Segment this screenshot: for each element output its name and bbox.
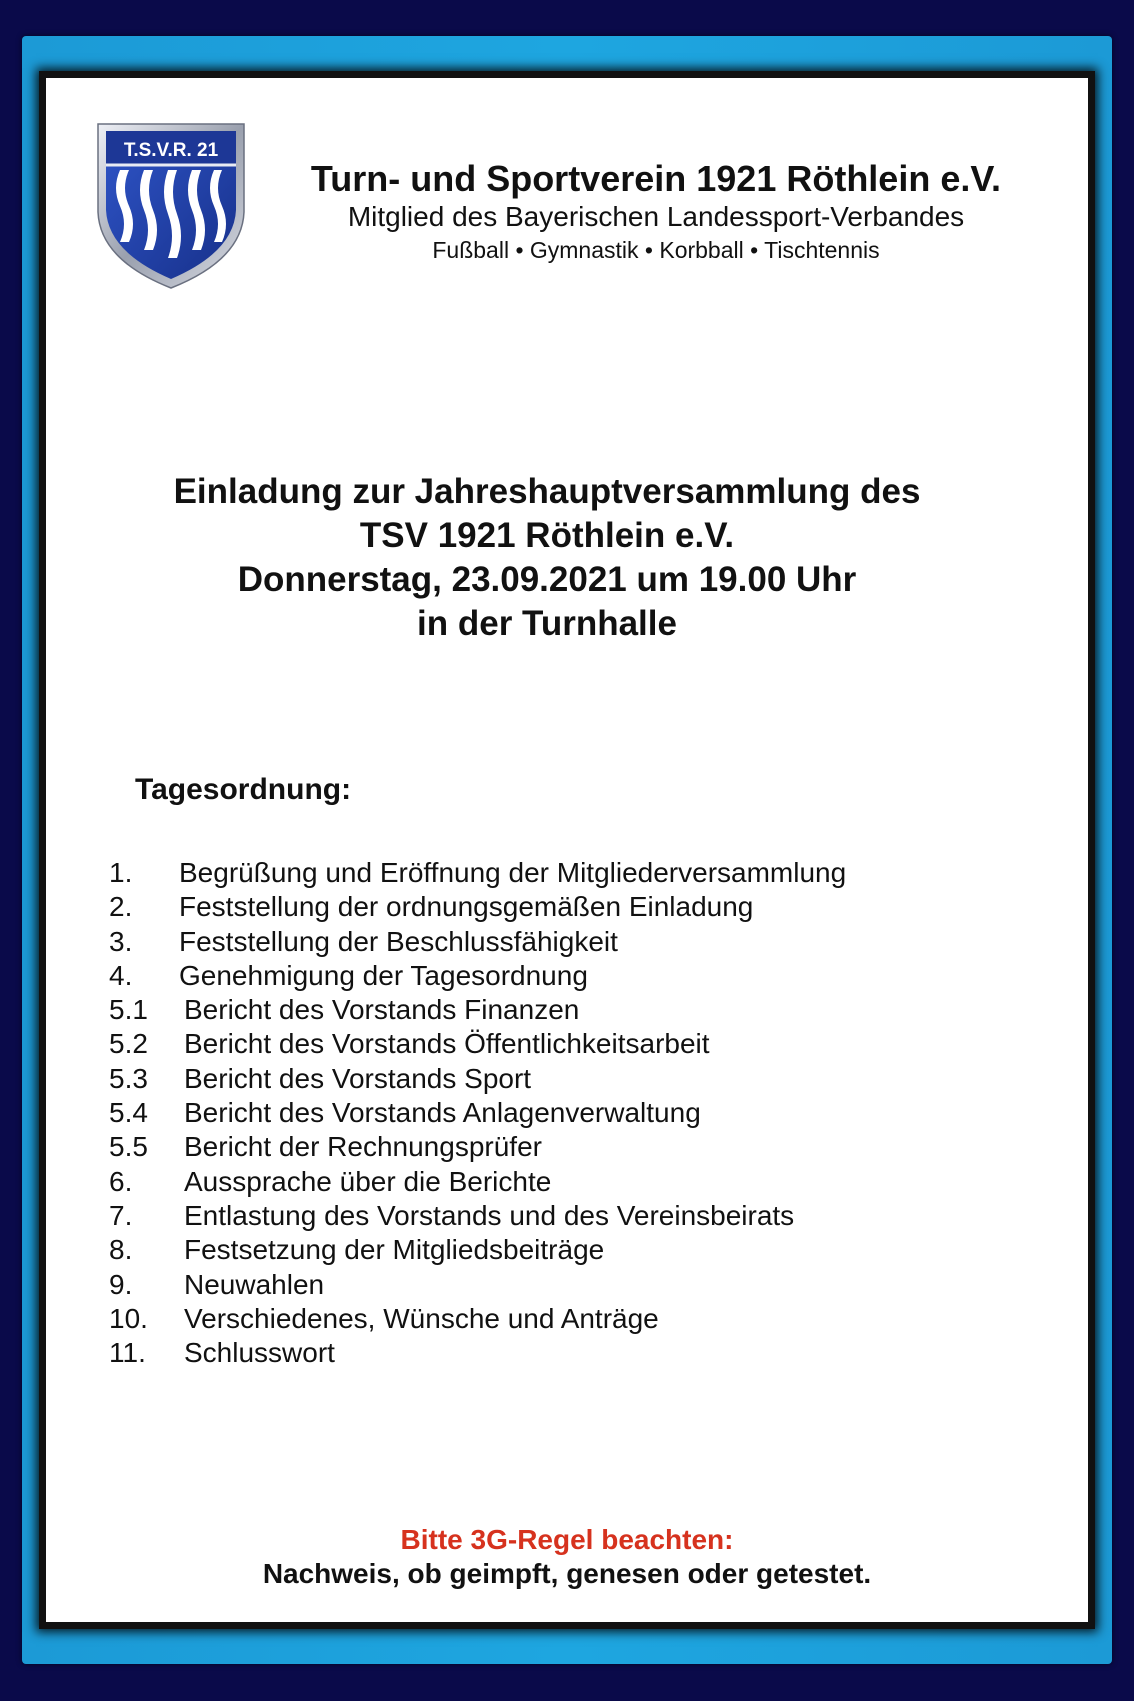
agenda-item: [109, 959, 1009, 993]
agenda-item-text: Festsetzung der Mitgliedsbeiträge: [184, 1234, 605, 1266]
crest-text: T.S.V.R. 21: [123, 140, 219, 161]
agenda-item-number: 2.: [109, 891, 133, 923]
agenda-item-text: Bericht des Vorstands Finanzen: [184, 994, 580, 1026]
agenda-item-number: 5.3: [109, 1062, 148, 1094]
agenda-item-number: 5.5: [109, 1131, 148, 1163]
agenda-item-number: 4.: [109, 959, 133, 991]
invitation-heading: [46, 470, 1088, 646]
agenda-list: [109, 856, 1009, 1370]
agenda-item-text: Feststellung der ordnungsgemäßen Einladung: [179, 891, 754, 923]
invitation-line-2: TSV 1921 Röthlein e.V.: [359, 516, 735, 555]
covid-notice: [46, 1523, 1088, 1591]
agenda-item: [109, 890, 1009, 924]
notice-text: Nachweis, ob geimpft, genesen oder getestet.: [262, 1558, 872, 1589]
agenda-item-number: 9.: [109, 1268, 133, 1300]
agenda-item-number: 3.: [109, 925, 133, 957]
agenda-item-number: 1.: [109, 857, 133, 888]
agenda-item: [109, 1268, 1009, 1302]
agenda-item: [109, 856, 1009, 890]
sports-line: Fußball • Gymnastik • Korbball • Tischtennis: [432, 237, 880, 263]
agenda-item-text: Aussprache über die Berichte: [184, 1165, 552, 1197]
poster-outer-frame: [22, 36, 1112, 1664]
agenda-title: Tagesordnung:: [135, 773, 352, 806]
club-name: Turn- und Sportverein 1921 Röthlein e.V.: [310, 158, 1002, 199]
agenda-item: [109, 1302, 1009, 1336]
agenda-item: [109, 1233, 1009, 1267]
invitation-line-4: in der Turnhalle: [417, 604, 677, 643]
invitation-line-3: Donnerstag, 23.09.2021 um 19.00 Uhr: [237, 560, 857, 599]
agenda-item-text: Schlusswort: [184, 1337, 335, 1369]
invitation-line-1: Einladung zur Jahreshauptversammlung des: [173, 472, 921, 511]
agenda-item-text: Bericht des Vorstands Sport: [184, 1062, 532, 1094]
agenda-item-text: Bericht des Vorstands Öffentlichkeitsarbeit: [184, 1028, 710, 1060]
agenda-item: [109, 1165, 1009, 1199]
agenda-item-text: Verschiedenes, Wünsche und Anträge: [184, 1302, 659, 1334]
agenda-item-text: Bericht der Rechnungsprüfer: [184, 1131, 542, 1163]
agenda-item-number: 6.: [109, 1165, 133, 1197]
agenda-item-number: 11.: [109, 1337, 146, 1369]
agenda-item-text: Feststellung der Beschlussfähigkeit: [179, 925, 618, 957]
agenda-item: [109, 925, 1009, 959]
agenda-item-text: Begrüßung und Eröffnung der Mitgliederversammlung: [179, 857, 847, 888]
club-crest-icon: [92, 120, 250, 292]
club-header: [266, 158, 1046, 266]
notice-title: Bitte 3G-Regel beachten:: [400, 1524, 734, 1555]
agenda-item-text: Bericht des Vorstands Anlagenverwaltung: [184, 1097, 701, 1129]
agenda-item-number: 8.: [109, 1234, 133, 1266]
agenda-item: [109, 1062, 1009, 1096]
agenda-item-text: Entlastung des Vorstands und des Vereinsbeirats: [184, 1199, 795, 1231]
agenda-item-text: Genehmigung der Tagesordnung: [179, 959, 588, 991]
agenda-item-number: 5.4: [109, 1097, 148, 1129]
poster-inner-frame: [39, 71, 1095, 1629]
membership-line: Mitglied des Bayerischen Landessport-Verbandes: [347, 201, 965, 232]
agenda-item-number: 5.2: [109, 1028, 148, 1060]
agenda-item: [109, 1336, 1009, 1370]
agenda-item-number: 7.: [109, 1199, 133, 1231]
agenda-item: [109, 1130, 1009, 1164]
agenda-item-text: Neuwahlen: [184, 1268, 325, 1300]
agenda-item: [109, 993, 1009, 1027]
agenda-item-number: 10.: [109, 1302, 148, 1334]
agenda-item: [109, 1096, 1009, 1130]
agenda-item: [109, 1199, 1009, 1233]
agenda-item-number: 5.1: [109, 994, 148, 1026]
poster-paper: [46, 78, 1088, 1622]
agenda-item: [109, 1027, 1009, 1061]
